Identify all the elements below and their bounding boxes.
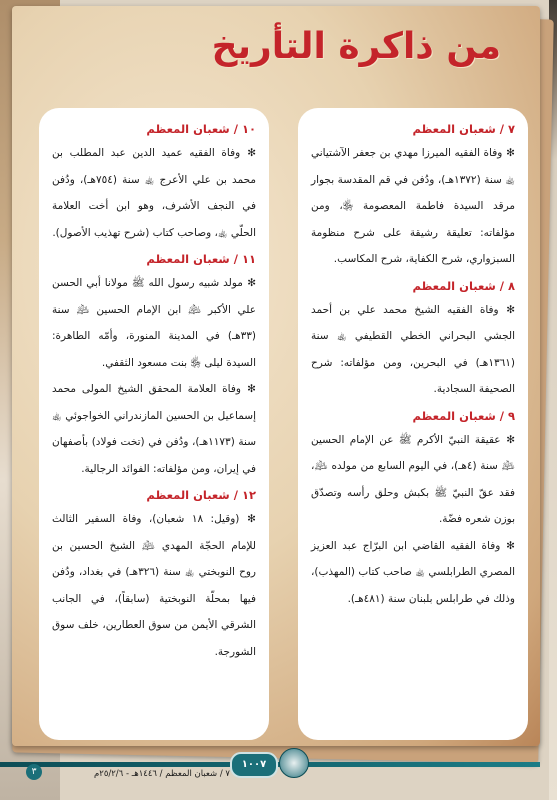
page-title: من ذاكرة التأريخ (211, 26, 501, 67)
entry-7-1: ✻ وفاة الفقيه الميرزا مهدي بن جعفر الآشتياني ﵀ سنة (١٣٧٢هـ)، ودُفن في قم المقدسة بجوار مرقد السيدة فاطمة المعصومة ﵂، ومن مؤلفاته: تعليقة رشيقة على شرح منظومة السبزواري، شرح الكفاية، شرح المكاسب. (311, 147, 515, 265)
right-column (298, 108, 528, 740)
bullet-icon: ✻ (502, 147, 515, 159)
page-number-badge: ١٠٠٧ (230, 752, 278, 778)
bullet-icon: ✻ (239, 513, 256, 525)
issue-date: ٧ / شعبان المعظم / ١٤٤٦هـ - ٢٥/٢/٦م (93, 769, 230, 779)
entry-11-2: ✻ وفاة العلامة المحقق الشيخ المولى محمد إسماعيل بن الحسين المازندراني الخواجوئي ﵀ سنة (١١٧٣هـ)، ودُفن في (تخت فولاد) بأصفهان في إيران، ومن مؤلفاته: الفوائد الرجالية. (52, 383, 256, 475)
entry-12-1: ✻ (وقيل: ١٨ شعبان)، وفاة السفير الثالث للإمام الحجّة المهدي ﵇ الشيخ الحسين بن روح النوبختي ﵀ سنة (٣٢٦هـ) في بغداد، ودُفن فيها بمحلّة النوبختية (سابقاً)، في الجانب الشرقي الأيمن من سوق العطارين، خلف سوق الشورجة. (52, 513, 257, 658)
bullet-icon: ✻ (500, 539, 515, 552)
page-footer (0, 748, 557, 800)
bullet-icon: ✻ (498, 303, 515, 316)
left-column (39, 108, 269, 740)
section-heading-9: ٩ / شعبان المعظم (412, 408, 515, 423)
section-heading-8: ٨ / شعبان المعظم (412, 278, 515, 293)
section-heading-10: ١٠ / شعبان المعظم (146, 122, 256, 136)
issue-number: ٣ (26, 764, 42, 780)
section-heading-7: ٧ / شعبان المعظم (412, 122, 515, 136)
bullet-icon: ✻ (242, 277, 256, 289)
entry-9-2: ✻ وفاة الفقيه القاضي ابن البرّاج عبد العزيز المصري الطرابلسي ﵀ صاحب كتاب (المهذب)، وذلك في طرابلس بلبنان سنة (٤٨١هـ). (311, 539, 515, 605)
bullet-icon: ✻ (240, 383, 256, 395)
entry-8-1: ✻ وفاة الفقيه الشيخ محمد علي بن أحمد الجشي البحراني الخطي القطيفي ﵀ سنة (١٣٦١هـ) في البحرين، ومن مؤلفاته: شرح الصحيفة السجادية. (311, 303, 515, 395)
entry-10-1: ✻ وفاة الفقيه عميد الدين عبد المطلب بن محمد بن علي الأعرج ﵀ سنة (٧٥٤هـ)، ودُفن في النجف الأشرف، وهو ابن أخت العلامة الحلّي ﵀، وصاحب كتاب (شرح تهذيب الأصول). (52, 147, 256, 239)
section-heading-12: ١٢ / شعبان المعظم (146, 488, 256, 502)
bullet-icon: ✻ (500, 433, 515, 446)
magazine-emblem-icon (279, 748, 309, 778)
section-heading-11: ١١ / شعبان المعظم (146, 252, 256, 266)
bullet-icon: ✻ (240, 147, 256, 159)
entry-9-1: ✻ عقيقة النبيّ الأكرم ﷺ عن الإمام الحسين ﵇ سنة (٤هـ)، في اليوم السابع من مولده ﵇، فقد عقّ النبيّ ﷺ بكبش وحلق رأسه وتصدّق بوزن شعره فضّة. (311, 433, 515, 525)
entry-11-1: ✻ مولد شبيه رسول الله ﷺ مولانا أبي الحسن علي الأكبر ﵇ ابن الإمام الحسين ﵇ سنة (٣٣هـ) في المدينة المنورة، وأمّه الطاهرة: السيدة ليلى ﵂ بنت مسعود الثقفي. (52, 277, 256, 369)
